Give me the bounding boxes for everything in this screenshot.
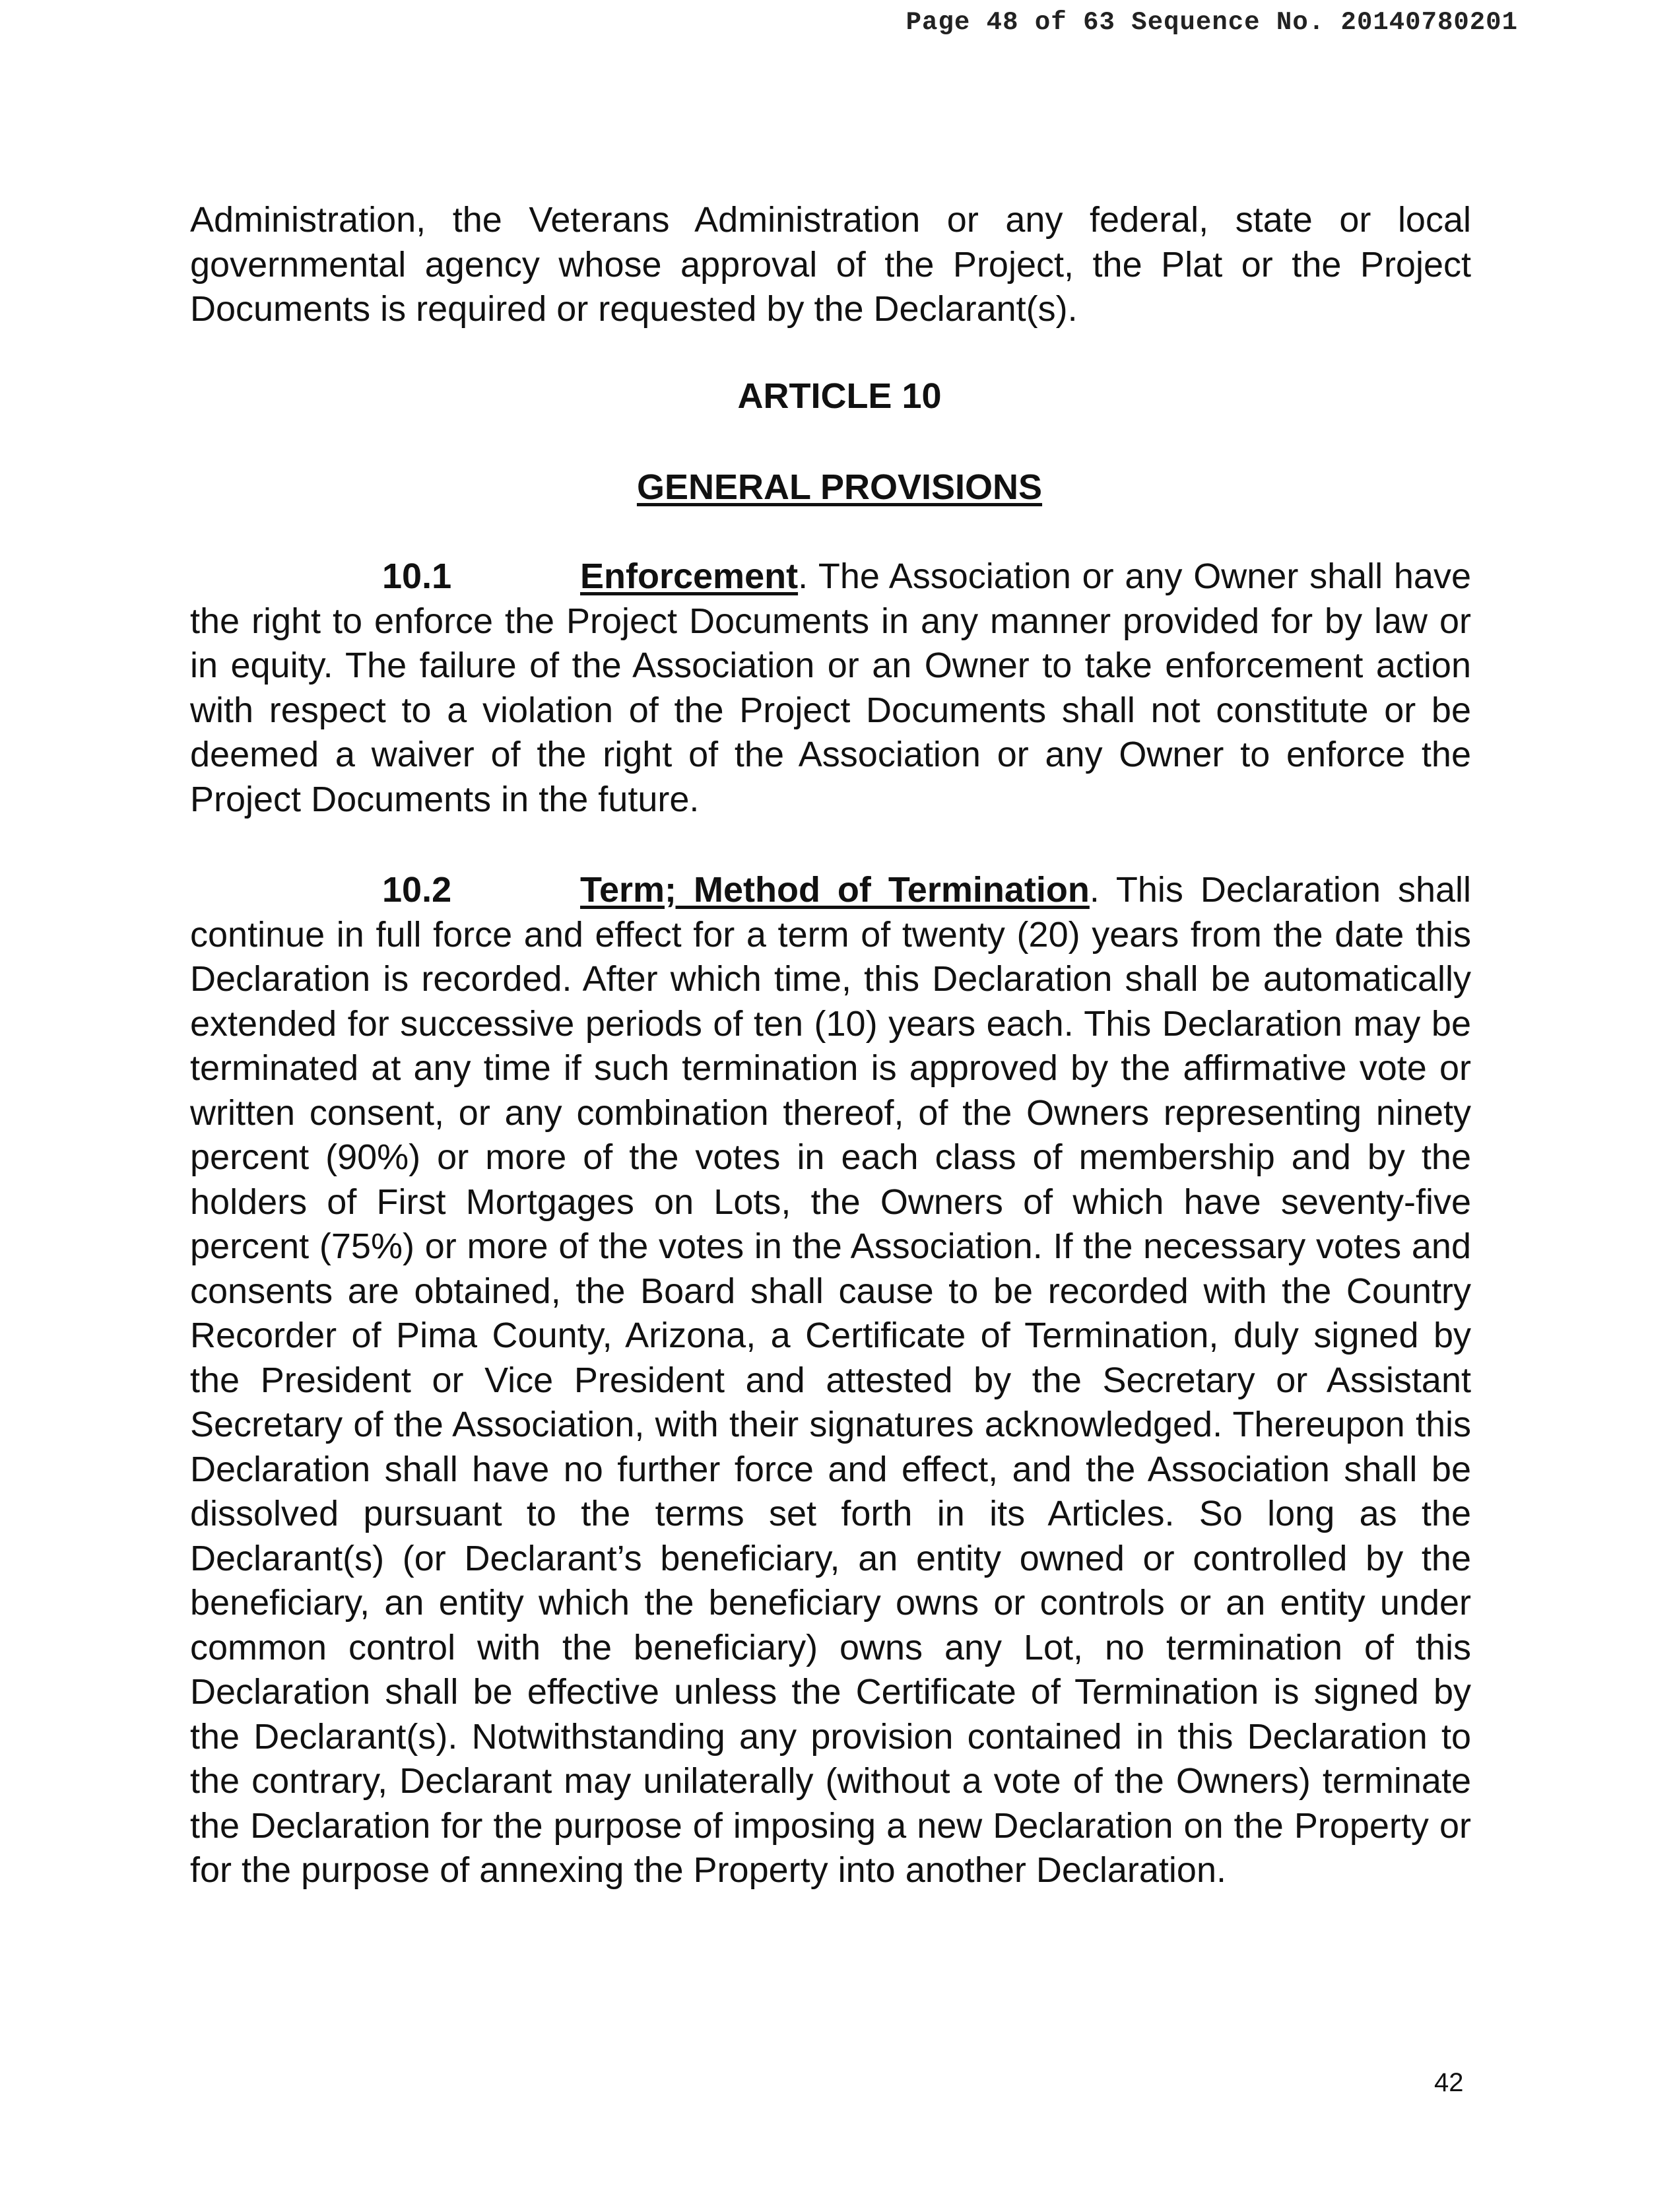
page-number: 42 — [1434, 2068, 1464, 2097]
section-number: 10.1 — [382, 556, 452, 596]
intro-paragraph: Administration, the Veterans Administration or any federal, state or local governmental agency whose approval of the Project, the Plat or the Project Documents is required or requested by the Declarant(s). — [190, 200, 1471, 329]
section-number: 10.2 — [382, 870, 452, 910]
section-title: Term; Method of Termination — [580, 870, 1090, 910]
section-term-termination — [190, 868, 1471, 1893]
section-title: Enforcement — [580, 556, 799, 596]
section-body: The Association or any Owner shall have the right to enforce the Project Documents in any manner provided for by law or in equity. The failure of the Association or an Owner to take enforcement action with respect to a violation of the Project Documents shall not constitute or be deemed a waiver of the right of the Association or any Owner to enforce the Project Documents in the future. — [190, 556, 1471, 819]
section-title-punct: . — [798, 556, 808, 596]
page-sequence-header: Page 48 of 63 Sequence No. 20140780201 — [905, 8, 1518, 37]
article-subtitle-text: GENERAL PROVISIONS — [636, 467, 1043, 507]
section-enforcement — [190, 554, 1471, 822]
section-title-punct: . — [1089, 870, 1100, 910]
article-title-text: ARTICLE 10 — [737, 376, 942, 416]
section-body: This Declaration shall continue in full force and effect for a term of twenty (20) years from the date this Declaration is recorded. After which time, this Declaration shall be automatically extended for successive periods of ten (10) years each. This Declaration may be terminated at any time if such termination is approved by the affirmative vote or written consent, or any combination thereof, of the Owners representing ninety percent (90%) or more of the votes in each class of membership and by the holders of First Mortgages on Lots, the Owners of which have seventy-five percent (75%) or more of the votes in the Association. If the necessary votes and consents are obtained, the Board shall cause to be recorded with the Country Recorder of Pima County, Arizona, a Certificate of Termination, duly signed by the President or Vice President and attested by the Secretary or Assistant Secretary of the Association, with their signatures acknowledged. Thereupon this Declaration shall have no further force and effect, and the Association shall be dissolved pursuant to the terms set forth in its Articles. So long as the Declarant(s) (or Declarant’s beneficiary, an entity owned or controlled by the beneficiary, an entity which the beneficiary owns or controls or an entity under common control with the beneficiary) owns any Lot, no termination of this Declaration shall be effective unless the Certificate of Termination is signed by the Declarant(s). Notwithstanding any provision contained in this Declaration to the contrary, Declarant may unilaterally (without a vote of the Owners) terminate the Declaration for the purpose of imposing a new Declaration on the Property or for the purpose of annexing the Property into another Declaration. — [190, 870, 1472, 1890]
article-subtitle — [0, 465, 1679, 510]
article-title — [0, 374, 1679, 419]
